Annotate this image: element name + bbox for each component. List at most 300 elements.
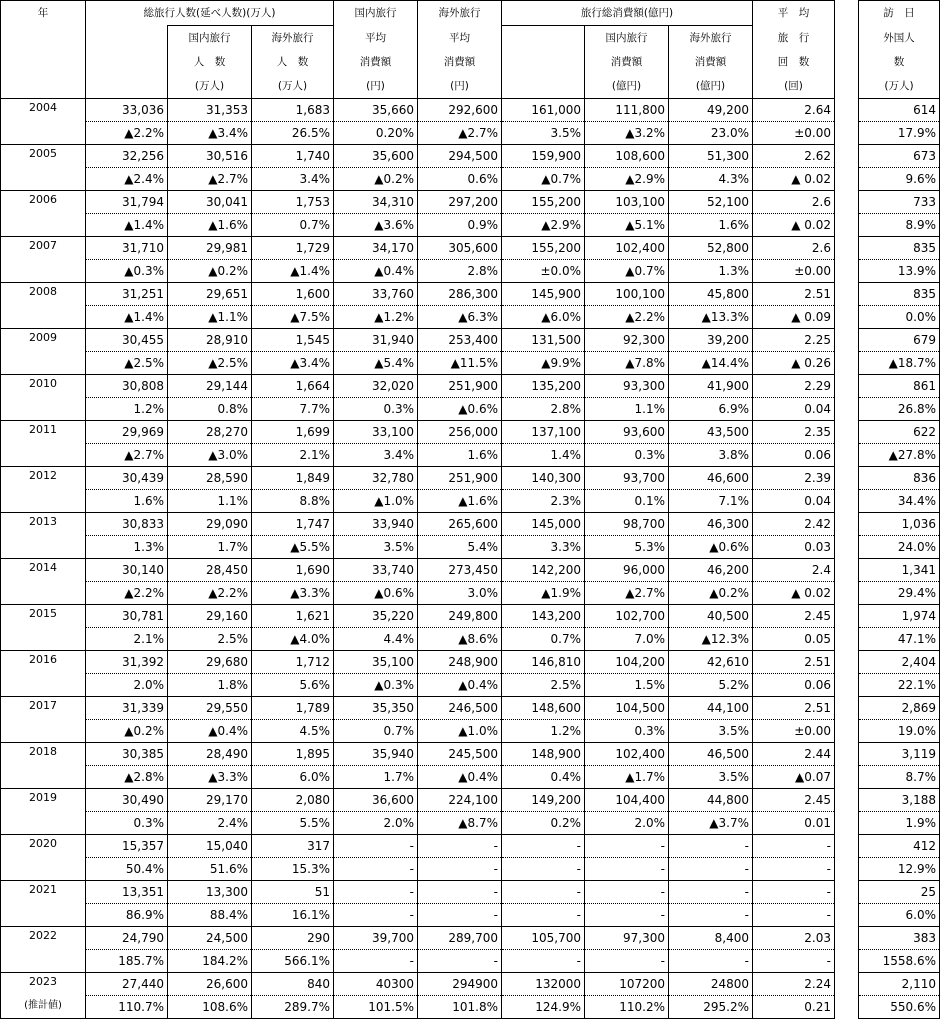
overseas-avg-value: 273,450 — [418, 559, 502, 582]
avg-trips-value: 2.6 — [753, 191, 835, 214]
domestic-consumption-change: ▲2.7% — [585, 582, 669, 605]
overseas-consumption-value: 41,900 — [669, 375, 753, 398]
header-avg-trips-4: (回) — [753, 74, 835, 99]
domestic-travelers-value: 28,450 — [168, 559, 252, 582]
overseas-avg-value: 251,900 — [418, 467, 502, 490]
avg-trips-value: 2.39 — [753, 467, 835, 490]
overseas-travelers-change: 566.1% — [252, 950, 334, 973]
overseas-consumption-change: 295.2% — [669, 996, 753, 1019]
table-row-change — [1, 950, 940, 973]
domestic-avg-value: 35,600 — [334, 145, 418, 168]
inbound-value: 733 — [859, 191, 940, 214]
inbound-value: 1,341 — [859, 559, 940, 582]
domestic-travelers-value: 28,490 — [168, 743, 252, 766]
domestic-avg-change: ▲0.3% — [334, 674, 418, 697]
year-cell — [1, 191, 86, 237]
overseas-travelers-value: 1,740 — [252, 145, 334, 168]
overseas-consumption-value: 51,300 — [669, 145, 753, 168]
overseas-consumption-change: 1.6% — [669, 214, 753, 237]
year-cell — [1, 697, 86, 743]
avg-trips-change: 0.03 — [753, 536, 835, 559]
avg-trips-change: ▲0.07 — [753, 766, 835, 789]
domestic-avg-value: 35,350 — [334, 697, 418, 720]
table-row-change — [1, 812, 940, 835]
domestic-consumption-change: ▲7.8% — [585, 352, 669, 375]
avg-trips-change: 0.06 — [753, 444, 835, 467]
inbound-value: 3,119 — [859, 743, 940, 766]
overseas-travelers-change: ▲3.3% — [252, 582, 334, 605]
header-domestic-avg-2: 平均 — [334, 26, 418, 51]
inbound-value: 2,110 — [859, 973, 940, 996]
overseas-avg-change: ▲0.6% — [418, 398, 502, 421]
domestic-consumption-change: ▲2.2% — [585, 306, 669, 329]
overseas-consumption-value: 44,800 — [669, 789, 753, 812]
total-consumption-value: 137,100 — [502, 421, 585, 444]
year-cell — [1, 283, 86, 329]
overseas-consumption-value: 24800 — [669, 973, 753, 996]
year-label: 2009 — [29, 331, 57, 344]
total-travelers-value: 30,833 — [86, 513, 168, 536]
avg-trips-value: 2.6 — [753, 237, 835, 260]
overseas-avg-change: - — [418, 858, 502, 881]
avg-trips-value: 2.24 — [753, 973, 835, 996]
inbound-value: 614 — [859, 99, 940, 122]
overseas-consumption-change: ▲13.3% — [669, 306, 753, 329]
domestic-consumption-change: 1.5% — [585, 674, 669, 697]
overseas-travelers-change: 289.7% — [252, 996, 334, 1019]
overseas-travelers-change: 0.7% — [252, 214, 334, 237]
overseas-consumption-value: 42,610 — [669, 651, 753, 674]
avg-trips-change: ±0.00 — [753, 260, 835, 283]
overseas-avg-change: 5.4% — [418, 536, 502, 559]
header-overseas-avg-4: (円) — [418, 74, 502, 99]
domestic-avg-change: 1.7% — [334, 766, 418, 789]
total-travelers-value: 32,256 — [86, 145, 168, 168]
year-label: 2005 — [29, 147, 57, 160]
domestic-consumption-value: 108,600 — [585, 145, 669, 168]
overseas-avg-change: 0.6% — [418, 168, 502, 191]
overseas-avg-change: - — [418, 950, 502, 973]
overseas-consumption-change: ▲12.3% — [669, 628, 753, 651]
total-consumption-change: ▲1.9% — [502, 582, 585, 605]
avg-trips-value: 2.42 — [753, 513, 835, 536]
overseas-consumption-value: 40,500 — [669, 605, 753, 628]
header-domestic-consumption-2: 消費額 — [585, 50, 669, 74]
overseas-consumption-value: 44,100 — [669, 697, 753, 720]
year-cell — [1, 881, 86, 927]
table-row — [1, 467, 940, 490]
table-row-change — [1, 168, 940, 191]
year-label: 2004 — [29, 101, 57, 114]
overseas-consumption-change: 3.5% — [669, 766, 753, 789]
total-travelers-change: ▲0.3% — [86, 260, 168, 283]
overseas-avg-value: 294,500 — [418, 145, 502, 168]
total-consumption-value: 145,000 — [502, 513, 585, 536]
domestic-travelers-change: 2.5% — [168, 628, 252, 651]
total-consumption-value: 140,300 — [502, 467, 585, 490]
total-consumption-value: 142,200 — [502, 559, 585, 582]
domestic-consumption-value: 103,100 — [585, 191, 669, 214]
domestic-travelers-value: 29,550 — [168, 697, 252, 720]
domestic-travelers-change: 51.6% — [168, 858, 252, 881]
avg-trips-value: 2.29 — [753, 375, 835, 398]
table-row-change — [1, 352, 940, 375]
overseas-travelers-value: 1,545 — [252, 329, 334, 352]
total-travelers-change: 2.1% — [86, 628, 168, 651]
domestic-consumption-change: - — [585, 904, 669, 927]
total-consumption-change: 0.2% — [502, 812, 585, 835]
avg-trips-value: 2.4 — [753, 559, 835, 582]
overseas-travelers-value: 1,895 — [252, 743, 334, 766]
overseas-avg-change: 0.9% — [418, 214, 502, 237]
domestic-avg-value: 40300 — [334, 973, 418, 996]
domestic-avg-value: 34,170 — [334, 237, 418, 260]
overseas-avg-change: ▲1.0% — [418, 720, 502, 743]
total-travelers-change: 1.6% — [86, 490, 168, 513]
table-row — [1, 513, 940, 536]
domestic-travelers-value: 28,910 — [168, 329, 252, 352]
domestic-avg-value: 33,760 — [334, 283, 418, 306]
avg-trips-change: 0.04 — [753, 398, 835, 421]
inbound-change: 8.7% — [859, 766, 940, 789]
overseas-travelers-change: 5.5% — [252, 812, 334, 835]
header-domestic-avg-1: 国内旅行 — [334, 1, 418, 26]
domestic-avg-value: 32,780 — [334, 467, 418, 490]
domestic-travelers-change: ▲3.0% — [168, 444, 252, 467]
overseas-consumption-change: - — [669, 950, 753, 973]
overseas-consumption-value: 52,100 — [669, 191, 753, 214]
total-consumption-change: 2.8% — [502, 398, 585, 421]
year-cell — [1, 467, 86, 513]
total-consumption-value: 155,200 — [502, 237, 585, 260]
inbound-change: 26.8% — [859, 398, 940, 421]
domestic-avg-value: 36,600 — [334, 789, 418, 812]
overseas-avg-value: 253,400 — [418, 329, 502, 352]
domestic-avg-value: 34,310 — [334, 191, 418, 214]
domestic-travelers-value: 30,041 — [168, 191, 252, 214]
year-label: 2006 — [29, 193, 57, 206]
total-consumption-change: ▲9.9% — [502, 352, 585, 375]
domestic-consumption-change: ▲1.7% — [585, 766, 669, 789]
domestic-consumption-change: 0.3% — [585, 444, 669, 467]
domestic-avg-value: 35,100 — [334, 651, 418, 674]
total-consumption-value: 149,200 — [502, 789, 585, 812]
overseas-consumption-change: - — [669, 858, 753, 881]
inbound-value: 383 — [859, 927, 940, 950]
total-consumption-change: 124.9% — [502, 996, 585, 1019]
domestic-avg-change: 101.5% — [334, 996, 418, 1019]
year-cell — [1, 927, 86, 973]
total-travelers-value: 31,339 — [86, 697, 168, 720]
domestic-consumption-change: - — [585, 858, 669, 881]
inbound-change: 550.6% — [859, 996, 940, 1019]
domestic-travelers-value: 29,090 — [168, 513, 252, 536]
inbound-change: 22.1% — [859, 674, 940, 697]
domestic-consumption-change: 0.1% — [585, 490, 669, 513]
header-domestic-consumption-3: (億円) — [585, 74, 669, 99]
header-inbound-1: 訪 日 — [859, 1, 940, 26]
year-label: 2015 — [29, 607, 57, 620]
inbound-value: 835 — [859, 237, 940, 260]
overseas-avg-value: 256,000 — [418, 421, 502, 444]
header-total-travelers: 総旅行人数(延べ人数)(万人) — [86, 1, 334, 26]
avg-trips-value: 2.51 — [753, 283, 835, 306]
overseas-travelers-change: 7.7% — [252, 398, 334, 421]
total-travelers-change: ▲2.4% — [86, 168, 168, 191]
avg-trips-value: 2.44 — [753, 743, 835, 766]
year-cell — [1, 559, 86, 605]
table-row-change — [1, 214, 940, 237]
domestic-travelers-value: 29,981 — [168, 237, 252, 260]
header-year: 年 — [1, 1, 86, 26]
domestic-avg-value: 35,220 — [334, 605, 418, 628]
table-row-change — [1, 858, 940, 881]
overseas-travelers-value: 317 — [252, 835, 334, 858]
total-travelers-change: 50.4% — [86, 858, 168, 881]
domestic-travelers-change: 2.4% — [168, 812, 252, 835]
domestic-travelers-value: 13,300 — [168, 881, 252, 904]
overseas-travelers-change: 4.5% — [252, 720, 334, 743]
total-travelers-change: 86.9% — [86, 904, 168, 927]
overseas-consumption-value: 45,800 — [669, 283, 753, 306]
overseas-consumption-value: 46,300 — [669, 513, 753, 536]
domestic-travelers-change: 1.8% — [168, 674, 252, 697]
year-cell — [1, 973, 86, 1019]
inbound-change: 1.9% — [859, 812, 940, 835]
domestic-travelers-change: ▲2.2% — [168, 582, 252, 605]
domestic-avg-change: ▲0.6% — [334, 582, 418, 605]
domestic-avg-value: 32,020 — [334, 375, 418, 398]
total-consumption-change: - — [502, 904, 585, 927]
total-travelers-value: 13,351 — [86, 881, 168, 904]
overseas-avg-value: 289,700 — [418, 927, 502, 950]
domestic-avg-value: 33,740 — [334, 559, 418, 582]
overseas-travelers-change: ▲3.4% — [252, 352, 334, 375]
overseas-avg-change: 1.6% — [418, 444, 502, 467]
domestic-avg-change: ▲0.2% — [334, 168, 418, 191]
total-travelers-value: 30,140 — [86, 559, 168, 582]
total-consumption-change: ▲2.9% — [502, 214, 585, 237]
total-consumption-change: ▲6.0% — [502, 306, 585, 329]
overseas-avg-value: 265,600 — [418, 513, 502, 536]
overseas-travelers-value: 1,600 — [252, 283, 334, 306]
inbound-change: 9.6% — [859, 168, 940, 191]
overseas-consumption-value: 46,200 — [669, 559, 753, 582]
overseas-avg-change: ▲6.3% — [418, 306, 502, 329]
table-row — [1, 973, 940, 996]
overseas-consumption-value: 46,500 — [669, 743, 753, 766]
domestic-avg-change: ▲3.6% — [334, 214, 418, 237]
domestic-travelers-value: 28,590 — [168, 467, 252, 490]
total-travelers-change: 2.0% — [86, 674, 168, 697]
overseas-avg-value: - — [418, 881, 502, 904]
total-travelers-change: ▲0.2% — [86, 720, 168, 743]
domestic-travelers-value: 29,170 — [168, 789, 252, 812]
domestic-consumption-value: 93,600 — [585, 421, 669, 444]
inbound-change: ▲27.8% — [859, 444, 940, 467]
overseas-avg-value: 246,500 — [418, 697, 502, 720]
overseas-avg-change: 101.8% — [418, 996, 502, 1019]
year-cell — [1, 513, 86, 559]
header-domestic-travelers-2: 人 数 — [168, 50, 252, 74]
domestic-consumption-change: 0.3% — [585, 720, 669, 743]
overseas-travelers-value: 1,699 — [252, 421, 334, 444]
table-row — [1, 605, 940, 628]
year-label: 2013 — [29, 515, 57, 528]
header-inbound-3: 数 — [859, 50, 940, 74]
domestic-travelers-value: 29,680 — [168, 651, 252, 674]
total-consumption-value: 148,900 — [502, 743, 585, 766]
domestic-consumption-value: 107200 — [585, 973, 669, 996]
year-cell — [1, 99, 86, 145]
domestic-travelers-change: 1.7% — [168, 536, 252, 559]
overseas-travelers-change: 26.5% — [252, 122, 334, 145]
avg-trips-value: - — [753, 835, 835, 858]
overseas-travelers-value: 840 — [252, 973, 334, 996]
total-consumption-value: - — [502, 835, 585, 858]
table-row — [1, 421, 940, 444]
domestic-consumption-value: 104,400 — [585, 789, 669, 812]
table-row — [1, 99, 940, 122]
avg-trips-change: ±0.00 — [753, 720, 835, 743]
overseas-avg-value: 297,200 — [418, 191, 502, 214]
overseas-travelers-change: 5.6% — [252, 674, 334, 697]
header-domestic-avg-3: 消費額 — [334, 50, 418, 74]
avg-trips-change: ▲ 0.02 — [753, 582, 835, 605]
overseas-avg-change: ▲0.4% — [418, 674, 502, 697]
inbound-value: 412 — [859, 835, 940, 858]
overseas-consumption-change: ▲3.7% — [669, 812, 753, 835]
header-overseas-consumption-1: 海外旅行 — [669, 26, 753, 51]
inbound-change: 47.1% — [859, 628, 940, 651]
total-consumption-value: 146,810 — [502, 651, 585, 674]
overseas-travelers-value: 290 — [252, 927, 334, 950]
total-consumption-value: 148,600 — [502, 697, 585, 720]
table-row — [1, 697, 940, 720]
inbound-value: 1,036 — [859, 513, 940, 536]
year-cell — [1, 145, 86, 191]
year-label: 2022 — [29, 929, 57, 942]
domestic-avg-value: 39,700 — [334, 927, 418, 950]
header-overseas-avg-2: 平均 — [418, 26, 502, 51]
total-travelers-change: ▲1.4% — [86, 214, 168, 237]
total-consumption-change: - — [502, 950, 585, 973]
avg-trips-change: 0.06 — [753, 674, 835, 697]
table-row-change — [1, 444, 940, 467]
domestic-consumption-value: - — [585, 835, 669, 858]
domestic-travelers-change: 108.6% — [168, 996, 252, 1019]
table-row-change — [1, 490, 940, 513]
total-travelers-value: 31,794 — [86, 191, 168, 214]
total-consumption-change: ±0.0% — [502, 260, 585, 283]
domestic-avg-change: 4.4% — [334, 628, 418, 651]
domestic-consumption-value: 100,100 — [585, 283, 669, 306]
overseas-consumption-value: 52,800 — [669, 237, 753, 260]
header-domestic-travelers-1: 国内旅行 — [168, 26, 252, 51]
domestic-travelers-change: ▲3.4% — [168, 122, 252, 145]
domestic-consumption-change: 110.2% — [585, 996, 669, 1019]
total-travelers-change: ▲2.8% — [86, 766, 168, 789]
inbound-change: 17.9% — [859, 122, 940, 145]
avg-trips-change: - — [753, 858, 835, 881]
header-overseas-travelers-3: (万人) — [252, 74, 334, 99]
year-cell — [1, 743, 86, 789]
overseas-travelers-change: ▲1.4% — [252, 260, 334, 283]
total-travelers-change: 0.3% — [86, 812, 168, 835]
avg-trips-value: 2.64 — [753, 99, 835, 122]
total-travelers-change: ▲2.7% — [86, 444, 168, 467]
total-travelers-value: 30,490 — [86, 789, 168, 812]
overseas-avg-value: 294900 — [418, 973, 502, 996]
year-label: 2018 — [29, 745, 57, 758]
avg-trips-value: 2.25 — [753, 329, 835, 352]
domestic-travelers-change: 184.2% — [168, 950, 252, 973]
overseas-avg-change: 2.8% — [418, 260, 502, 283]
overseas-consumption-change: 3.5% — [669, 720, 753, 743]
overseas-travelers-change: ▲7.5% — [252, 306, 334, 329]
header-domestic-avg-4: (円) — [334, 74, 418, 99]
domestic-travelers-change: 88.4% — [168, 904, 252, 927]
inbound-change: 29.4% — [859, 582, 940, 605]
domestic-avg-change: ▲5.4% — [334, 352, 418, 375]
domestic-travelers-change: 0.8% — [168, 398, 252, 421]
domestic-consumption-value: - — [585, 881, 669, 904]
avg-trips-change: - — [753, 950, 835, 973]
overseas-travelers-value: 1,712 — [252, 651, 334, 674]
table-row — [1, 789, 940, 812]
domestic-avg-change: 0.20% — [334, 122, 418, 145]
table-row-change — [1, 628, 940, 651]
inbound-change: 34.4% — [859, 490, 940, 513]
overseas-travelers-change: 15.3% — [252, 858, 334, 881]
overseas-consumption-change: 3.8% — [669, 444, 753, 467]
overseas-travelers-value: 1,690 — [252, 559, 334, 582]
year-label: 2017 — [29, 699, 57, 712]
year-label: 2019 — [29, 791, 57, 804]
table-row-change — [1, 122, 940, 145]
table-row — [1, 651, 940, 674]
overseas-travelers-change: 2.1% — [252, 444, 334, 467]
domestic-travelers-change: ▲2.5% — [168, 352, 252, 375]
inbound-value: 836 — [859, 467, 940, 490]
overseas-consumption-change: 7.1% — [669, 490, 753, 513]
domestic-avg-value: 33,940 — [334, 513, 418, 536]
avg-trips-value: 2.62 — [753, 145, 835, 168]
inbound-value: 679 — [859, 329, 940, 352]
table-row-change — [1, 582, 940, 605]
year-label: 2012 — [29, 469, 57, 482]
domestic-avg-change: 2.0% — [334, 812, 418, 835]
total-consumption-change: ▲0.7% — [502, 168, 585, 191]
year-cell — [1, 835, 86, 881]
overseas-consumption-change: - — [669, 904, 753, 927]
domestic-travelers-change: ▲0.2% — [168, 260, 252, 283]
total-consumption-change: 2.3% — [502, 490, 585, 513]
inbound-value: 622 — [859, 421, 940, 444]
domestic-avg-change: ▲1.2% — [334, 306, 418, 329]
overseas-travelers-value: 1,789 — [252, 697, 334, 720]
table-row — [1, 927, 940, 950]
overseas-consumption-value: 8,400 — [669, 927, 753, 950]
year-cell — [1, 605, 86, 651]
total-travelers-value: 15,357 — [86, 835, 168, 858]
domestic-consumption-value: 93,700 — [585, 467, 669, 490]
table-row — [1, 191, 940, 214]
avg-trips-value: 2.03 — [753, 927, 835, 950]
table-row — [1, 329, 940, 352]
total-travelers-value: 30,781 — [86, 605, 168, 628]
domestic-consumption-value: 97,300 — [585, 927, 669, 950]
